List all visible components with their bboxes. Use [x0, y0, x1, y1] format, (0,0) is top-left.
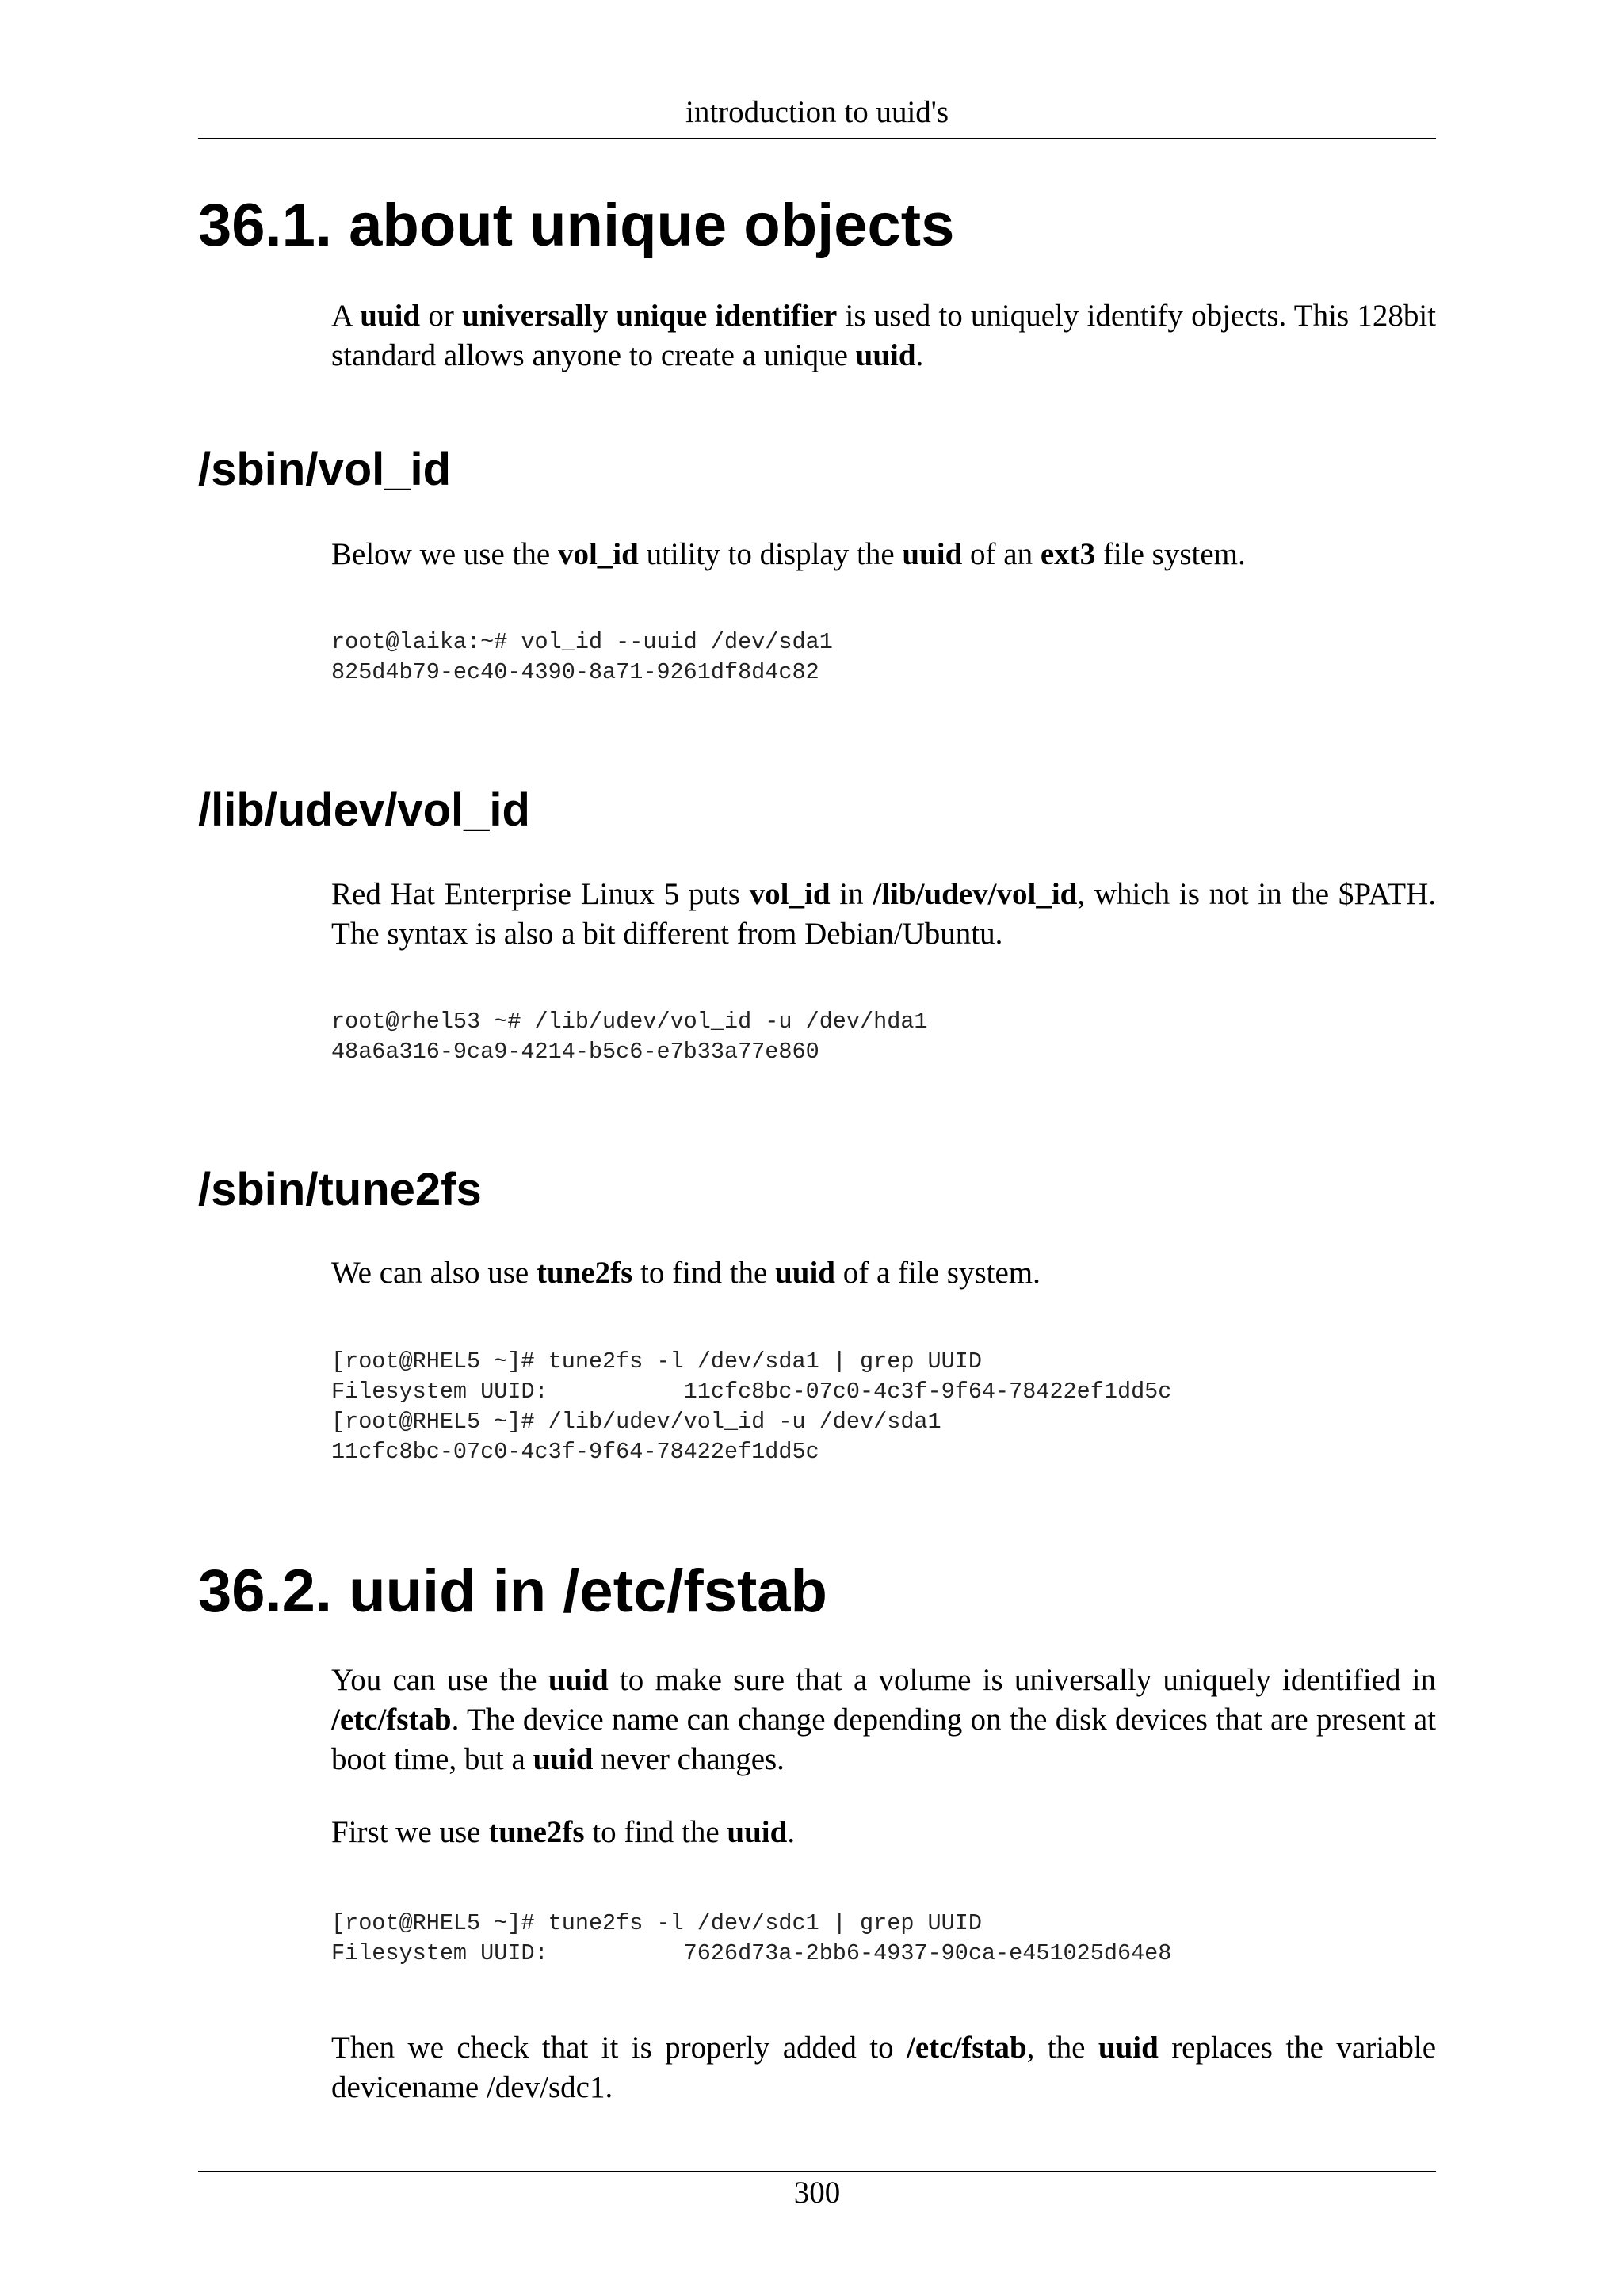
- paragraph-uuid-fstab: You can use the uuid to make sure that a volume is universally uniquely identified in /etc/fstab. The device name can change depending on the disk devices that are present at boot time, but a uuid never changes.: [331, 1663, 1437, 1776]
- subheading-sbin-vol-id: /sbin/vol_id: [198, 444, 452, 495]
- code-block-sbin-tune2fs: [root@RHEL5 ~]# tune2fs -l /dev/sda1 | grep UUID Filesystem UUID: 11cfc8bc-07c0-4c3f-9f64-78422ef1dd5c [root@RHEL5 ~]# /lib/udev/vol_id -u /dev/sda1 11cfc8bc-07c0-4c3f-9f64-78422ef1dd5c: [331, 1348, 1172, 1465]
- paragraph-sbin-tune2fs: We can also use tune2fs to find the uuid of a file system.: [331, 1256, 1041, 1290]
- code-block-sbin-vol-id: root@laika:~# vol_id --uuid /dev/sda1 825d4b79-ec40-4390-8a71-9261df8d4c82: [331, 629, 833, 685]
- section-heading-36-1: 36.1. about unique objects: [198, 192, 955, 259]
- paragraph-about-uuid: A uuid or universally unique identifier is used to uniquely identify objects. This 128bit standard allows anyone to create a unique uuid.: [331, 299, 1437, 372]
- page-number: 300: [793, 2176, 841, 2210]
- paragraph-sbin-vol-id: Below we use the vol_id utility to display the uuid of an ext3 file system.: [331, 537, 1246, 571]
- header-rule: [198, 138, 1436, 139]
- code-block-lib-udev-vol-id: root@rhel53 ~# /lib/udev/vol_id -u /dev/hda1 48a6a316-9ca9-4214-b5c6-e7b33a77e860: [331, 1009, 928, 1065]
- paragraph-first-tune2fs: First we use tune2fs to find the uuid.: [331, 1815, 796, 1849]
- subheading-sbin-tune2fs: /sbin/tune2fs: [198, 1164, 482, 1215]
- paragraph-check-fstab: Then we check that it is properly added to /etc/fstab, the uuid replaces the variable devicename /dev/sdc1.: [331, 2031, 1436, 2104]
- section-heading-36-2: 36.2. uuid in /etc/fstab: [198, 1558, 827, 1625]
- paragraph-lib-udev-vol-id: Red Hat Enterprise Linux 5 puts vol_id in /lib/udev/vol_id, which is not in the $PATH. The syntax is also a bit different from Debian/Ubuntu.: [331, 877, 1437, 951]
- subheading-lib-udev-vol-id: /lib/udev/vol_id: [198, 784, 530, 836]
- footer-rule: [198, 2171, 1436, 2172]
- code-block-fstab-tune2fs: [root@RHEL5 ~]# tune2fs -l /dev/sdc1 | grep UUID Filesystem UUID: 7626d73a-2bb6-4937-90ca-e451025d64e8: [331, 1910, 1172, 1966]
- page-header-title: introduction to uuid's: [685, 95, 949, 129]
